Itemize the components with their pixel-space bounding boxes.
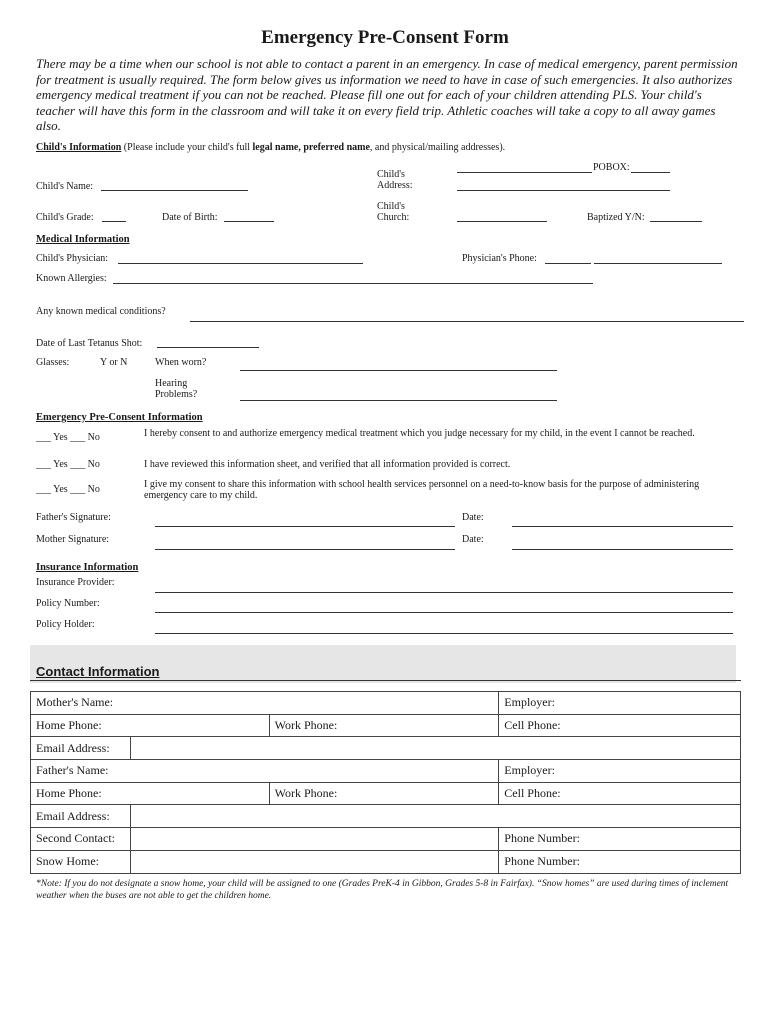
mother-cell-phone-cell[interactable] — [499, 714, 741, 737]
second-contact-label-cell — [31, 828, 131, 851]
second-contact-phone-label: Phone Number: — [504, 831, 580, 846]
table-row — [31, 850, 741, 873]
childs-info-note-c: , and physical/mailing addresses). — [369, 142, 506, 153]
childs-name-field[interactable] — [101, 190, 248, 191]
mother-home-phone-cell[interactable] — [31, 714, 270, 737]
consent-1-yes-no[interactable]: ___ Yes ___ No — [36, 432, 100, 443]
allergies-field[interactable] — [113, 283, 593, 284]
table-row — [31, 714, 741, 737]
childs-name-label: Child's Name: — [36, 181, 94, 192]
childs-address-field-2[interactable] — [457, 190, 670, 191]
childs-church-field[interactable] — [457, 221, 547, 222]
hearing-field[interactable] — [240, 400, 557, 401]
tetanus-field[interactable] — [157, 347, 259, 348]
second-contact-field[interactable] — [130, 828, 498, 851]
father-signature-label: Father's Signature: — [36, 512, 111, 523]
snow-home-label: Snow Home: — [36, 854, 99, 869]
mothers-name-cell[interactable] — [31, 692, 499, 715]
father-email-label: Email Address: — [36, 808, 110, 823]
contact-heading-rule — [30, 680, 741, 681]
mother-work-phone-label: Work Phone: — [274, 718, 338, 733]
pobox-label: POBOX: — [593, 162, 630, 173]
physician-field[interactable] — [118, 263, 363, 264]
when-worn-label: When worn? — [155, 357, 207, 368]
glasses-options[interactable]: Y or N — [100, 357, 128, 368]
father-work-phone-label: Work Phone: — [274, 786, 338, 801]
mothers-name-label: Mother's Name: — [36, 695, 114, 710]
dob-label: Date of Birth: — [162, 212, 218, 223]
father-home-phone-cell[interactable] — [31, 782, 270, 805]
fathers-name-cell[interactable] — [31, 760, 499, 783]
snow-home-phone-label: Phone Number: — [504, 854, 580, 869]
father-employer-label: Employer: — [504, 763, 555, 778]
table-row — [31, 760, 741, 783]
fathers-name-label: Father's Name: — [36, 763, 109, 778]
childs-address-label: Child's Address: — [377, 169, 413, 191]
insurance-heading: Insurance Information — [36, 562, 139, 573]
table-row — [31, 828, 741, 851]
childs-grade-field[interactable] — [102, 221, 126, 222]
mother-date-label: Date: — [462, 534, 484, 545]
father-date-field[interactable] — [512, 526, 733, 527]
mother-signature-label: Mother Signature: — [36, 534, 110, 545]
mother-date-field[interactable] — [512, 549, 733, 550]
physician-phone-label: Physician's Phone: — [462, 253, 537, 264]
childs-church-label: Child's Church: — [377, 201, 410, 223]
table-row — [31, 692, 741, 715]
policy-holder-label: Policy Holder: — [36, 619, 95, 630]
father-employer-cell[interactable] — [499, 760, 741, 783]
father-cell-phone-label: Cell Phone: — [504, 786, 561, 801]
mother-email-label: Email Address: — [36, 740, 110, 755]
childs-address-field-1[interactable] — [457, 172, 592, 173]
policy-number-field[interactable] — [155, 612, 733, 613]
snow-home-phone-cell[interactable] — [499, 850, 741, 873]
consent-3-yes-no[interactable]: ___ Yes ___ No — [36, 484, 100, 495]
form-title: Emergency Pre-Consent Form — [261, 27, 509, 48]
father-email-field[interactable] — [130, 805, 740, 828]
contact-table — [30, 691, 741, 874]
physician-label: Child's Physician: — [36, 253, 109, 264]
pobox-field[interactable] — [631, 172, 670, 173]
contact-heading: Contact Information — [36, 664, 160, 679]
mother-work-phone-cell[interactable] — [269, 714, 499, 737]
baptized-field[interactable] — [650, 221, 702, 222]
consent-3-text: I give my consent to share this information with school health services personnel on a need-to-know basis for the purpose of administering emergency care to my child. — [144, 479, 700, 501]
allergies-label: Known Allergies: — [36, 273, 107, 284]
mother-cell-phone-label: Cell Phone: — [504, 718, 561, 733]
medical-heading: Medical Information — [36, 234, 130, 245]
father-cell-phone-cell[interactable] — [499, 782, 741, 805]
insurance-provider-field[interactable] — [155, 592, 733, 593]
baptized-label: Baptized Y/N: — [587, 212, 645, 223]
dob-field[interactable] — [224, 221, 274, 222]
snow-home-label-cell — [31, 850, 131, 873]
childs-grade-label: Child's Grade: — [36, 212, 94, 223]
table-row — [31, 737, 741, 760]
intro-paragraph: There may be a time when our school is not able to contact a parent in an emergency. In case of medical emergency, parent permission for treatment is usually required. The form below gives us information we need to have in case of such emergencies. It also authorizes emergency medical treatment if you can not be reached. Please fill one out for each of your children attending PLS. Your child's teacher will have this form in the classroom and will take it on every field trip. Athletic coaches will take a copy to all away games also. — [36, 56, 738, 133]
consent-2-yes-no[interactable]: ___ Yes ___ No — [36, 459, 100, 470]
policy-number-label: Policy Number: — [36, 598, 100, 609]
consent-2-text: I have reviewed this information sheet, and verified that all information provided is correct. — [144, 459, 511, 470]
mother-email-field[interactable] — [130, 737, 740, 760]
policy-holder-field[interactable] — [155, 633, 733, 634]
childs-info-heading: Child's Information — [36, 142, 122, 153]
physician-phone-field-2[interactable] — [594, 263, 722, 264]
mother-home-phone-label: Home Phone: — [36, 718, 102, 733]
mother-email-label-cell — [31, 737, 131, 760]
conditions-field[interactable] — [190, 321, 744, 322]
mother-employer-cell[interactable] — [499, 692, 741, 715]
consent-heading: Emergency Pre-Consent Information — [36, 412, 203, 423]
snow-home-field[interactable] — [130, 850, 498, 873]
childs-info-note-a: (Please include your child's full — [121, 142, 253, 153]
snow-home-footnote: *Note: If you do not designate a snow home, your child will be assigned to one (Grades PreK-4 in Gibbon, Grades 5-8 in Fairfax). “Snow homes” are used during times of inclement weather when the buses are not able to get the children home. — [36, 879, 729, 901]
mother-employer-label: Employer: — [504, 695, 555, 710]
second-contact-label: Second Contact: — [36, 831, 115, 846]
mother-signature-field[interactable] — [155, 549, 455, 550]
father-email-label-cell — [31, 805, 131, 828]
insurance-provider-label: Insurance Provider: — [36, 577, 115, 588]
when-worn-field[interactable] — [240, 370, 557, 371]
table-row — [31, 805, 741, 828]
second-contact-phone-cell[interactable] — [499, 828, 741, 851]
physician-phone-field-1[interactable] — [545, 263, 591, 264]
conditions-label: Any known medical conditions? — [36, 306, 166, 317]
consent-1-text: I hereby consent to and authorize emergency medical treatment which you judge necessary for my child, in the event I cannot be reached. — [144, 428, 695, 439]
table-row — [31, 782, 741, 805]
childs-info-note-b: legal name, preferred name — [252, 142, 370, 153]
tetanus-label: Date of Last Tetanus Shot: — [36, 338, 143, 349]
father-date-label: Date: — [462, 512, 484, 523]
father-work-phone-cell[interactable] — [269, 782, 499, 805]
father-signature-field[interactable] — [155, 526, 455, 527]
hearing-label: Hearing Problems? — [155, 378, 198, 400]
childs-info-header-line — [36, 142, 505, 153]
glasses-label: Glasses: — [36, 357, 70, 368]
father-home-phone-label: Home Phone: — [36, 786, 102, 801]
